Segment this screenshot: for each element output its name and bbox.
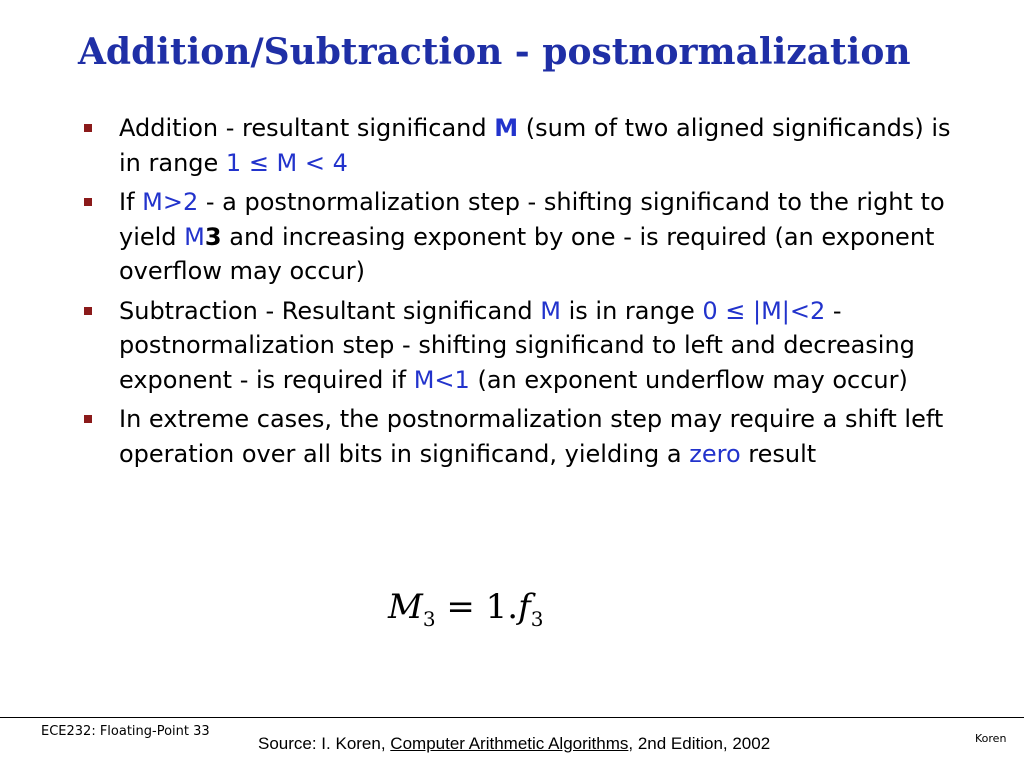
footer-divider	[0, 717, 1024, 718]
square-bullet-icon	[84, 124, 92, 132]
bullet-list	[80, 111, 960, 476]
bullet-text: and increasing exponent by one - is required (an exponent overflow may occur)	[119, 222, 935, 285]
formula-equals: =	[435, 587, 486, 627]
bullet-right-shift	[80, 185, 960, 289]
bullet-text: (sum of two aligned significands) is in range	[119, 114, 951, 177]
footer-course-label: ECE232: Floating-Point 33	[41, 724, 210, 739]
bullet-text: result	[740, 439, 817, 468]
highlight-term: M	[184, 222, 205, 251]
bullet-extreme-cases	[80, 402, 960, 471]
highlight-term: M>2	[142, 188, 199, 216]
footer-author: Koren	[975, 732, 1007, 745]
formula-subscript: 3	[422, 607, 436, 631]
highlight-term: zero	[689, 439, 741, 468]
bullet-subtraction-range	[80, 294, 960, 398]
source-suffix: , 2nd Edition, 2002	[628, 734, 771, 753]
bullet-text: - a postnormalization step - shifting significand to the right to yield	[119, 188, 945, 251]
highlight-term: 0 ≤ |M|<2	[702, 296, 826, 325]
footer-source-citation	[258, 733, 770, 755]
significand-formula	[388, 584, 543, 642]
bullet-text: Addition - resultant significand	[119, 114, 495, 142]
highlight-term: M	[494, 114, 519, 142]
square-bullet-icon	[84, 198, 92, 206]
bullet-text: Subtraction - Resultant significand	[119, 296, 541, 325]
bullet-text: If	[119, 188, 143, 216]
highlight-term: M	[540, 296, 561, 325]
highlight-term: 1 ≤ M < 4	[225, 148, 348, 177]
source-prefix: Source: I. Koren,	[258, 734, 391, 753]
slide-title: Addition/Subtraction - postnormalization	[78, 31, 911, 73]
formula-integer-part: 1.	[485, 587, 519, 627]
formula-subscript: 3	[530, 607, 544, 631]
square-bullet-icon	[84, 415, 92, 423]
bold-subscript-text: 3	[204, 222, 222, 251]
source-book-title: Computer Arithmetic Algorithms	[390, 734, 629, 753]
formula-variable: M	[388, 587, 423, 627]
formula-variable: f	[518, 587, 531, 627]
bullet-text: - postnormalization step - shifting significand to left and decreasing exponent - is required if	[119, 296, 915, 394]
bullet-addition-range	[80, 111, 960, 180]
square-bullet-icon	[84, 307, 92, 315]
highlight-term: M<1	[413, 365, 470, 394]
bullet-text: (an exponent underflow may occur)	[477, 365, 908, 394]
bullet-text: is in range	[568, 296, 703, 325]
bullet-text: In extreme cases, the postnormalization step may require a shift left operation over all bits in significand, yielding a	[119, 405, 944, 468]
